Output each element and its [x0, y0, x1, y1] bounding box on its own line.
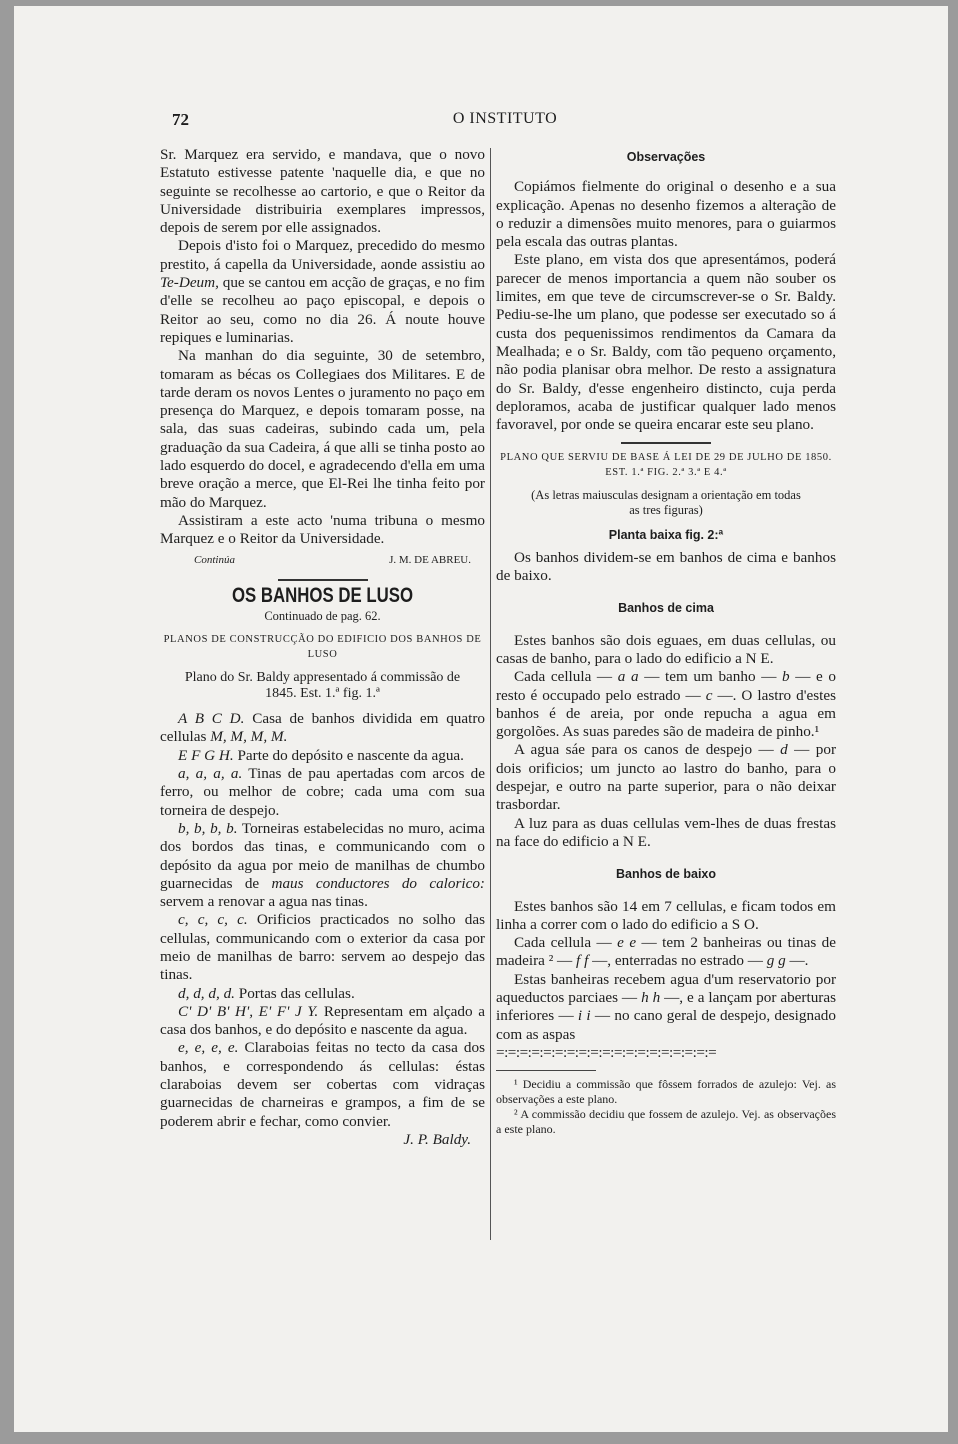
legend-item: A B C D. Casa de banhos dividida em quatro cellulas M, M, M, M. [160, 710, 485, 746]
column-divider [490, 148, 491, 1240]
section-heading: PLANO QUE SERVIU DE BASE Á LEI DE 29 DE JULHO DE 1850. EST. 1.ª FIG. 2.ª 3.ª E 4.ª [500, 452, 832, 479]
paragraph: Estas banheiras recebem agua d'um reservatorio por aqueductos parciaes — h h —, e a lançam por aberturas inferiores — i i — no cano geral de despejo, designado com as aspas [496, 970, 837, 1043]
paragraph: Este plano, em vista dos que apresentámos, poderá parecer de menos importancia a quem não souber os limites, em que teve de circumscrever-se o Sr. Baldy. Pediu-se-lhe um plano, que podesse ser executado so á custa dos pequenissimos rendimentos da Camara da Mealhada; e o Sr. Baldy, com tão pequeno orçamento, não podia planisar obra melhor. De resto a assignatura do Sr. Baldy, d'esse engenheiro distincto, cuja perda deploramos, acaba de justificar qualquer lado menos favoravel, por onde se queira encarar este seu plano. [496, 251, 836, 434]
legend-item: E F G H. Parte do depósito e nascente da agua. [178, 746, 464, 764]
section-heading: PLANOS DE CONSTRUCÇÃO DO EDIFICIO DOS BANHOS DE LUSO [163, 634, 482, 661]
legend-item: C' D' B' H', E' F' J Y. Representam em alçado a casa dos banhos, e do depósito e nascente da agua. [160, 1002, 485, 1039]
journal-title: O INSTITUTO [452, 110, 558, 127]
paragraph: Cada cellula — a a — tem um banho — b — e o resto é occupado pelo estrado — c —. O lastro d'estes banhos é de areia, por onde repucha a agua em gorgolões. As suas paredes são de madeira de pinho.¹ [496, 668, 837, 741]
legend-item: b, b, b, b. Torneiras estabelecidas no muro, acima dos bordos das tinas, e communicando com o depósito da agua por meio de manilhas de chumbo guarnecidas de maus conductores do calorico: servem a renovar a agua nas tinas. [160, 819, 485, 911]
banhos-cima-heading: Banhos de cima [618, 601, 714, 616]
footnote: ² A commissão decidiu que fossem de azulejo. Vej. as observações a este plano. [496, 1107, 836, 1137]
legend-item: c, c, c, c. Orificios practicados no solho das cellulas, communicando com o exterior da casa por meio de manilhas de barro: servem ao despejo das tinas. [160, 911, 486, 984]
page-number: 72 [172, 110, 189, 129]
planta-heading: Planta baixa fig. 2:ª [608, 528, 724, 543]
aspas-symbol: =:=:=:=:=:=:=:=:=:=:=:=:=:=:=:=:=:=:= [496, 1043, 717, 1061]
paragraph: Depois d'isto foi o Marquez, precedido do mesmo prestito, á capella da Universidade, aonde assistiu ao Te-Deum, que se cantou em acção de graças, e no fim d'elle se recolheu ao paço episcopal, e depois o Reitor ao seu, como no dia 26. Á noute houve repiques e luminarias. [160, 237, 485, 346]
plan-caption: Plano do Sr. Baldy appresentado á commissão de 1845. Est. 1.ª fig. 1.ª [184, 670, 461, 702]
continued-note: Continuado de pag. 62. [264, 609, 381, 624]
legend-item: e, e, e, e. Claraboias feitas no tecto da casa dos banhos, e correspondendo ás cellulas: éstas claraboias devem ser cobertas com vidraças guarnecidas de charneiras e grampos, a fim de se poderem abrir e fechar, como convier. [160, 1039, 485, 1130]
author-name: J. M. DE ABREU. [389, 553, 471, 566]
banhos-baixo-heading: Banhos de baixo [615, 867, 717, 882]
observations-heading: Observações [626, 150, 706, 164]
baldy-signature: J. P. Baldy. [403, 1130, 471, 1148]
page-header [160, 106, 850, 130]
left-column [160, 146, 485, 1149]
legend-item: a, a, a, a. Tinas de pau apertadas com arcos de ferro, ou melhor de cobre; cada uma com sua torneira de despejo. [160, 765, 486, 819]
right-column [496, 146, 836, 1137]
footnote: ¹ Decidiu a commissão que fôssem forrados de azulejo: Vej. as observações a este plano. [496, 1077, 836, 1107]
paragraph: Na manhan do dia seguinte, 30 de setembro, tomaram as bécas os Collegiaes dos Militares. E de tarde deram os novos Lentes o juramento no paço em presença do Marquez, e depois tomaram posse, na sala, das suas cadeiras, subindo cada um, pela graduação da sua Cadeira, á que alli se tinha posto ao lado esquerdo do docel, e agradecendo d'ella em uma breve oração a merce, que El-Rei lhe tinha feito por mão do Marquez. [160, 347, 485, 511]
paragraph: Estes banhos são dois eguaes, em duas cellulas, ou casas de banho, para o lado do edificio a N E. [496, 631, 836, 667]
orientation-note: (As letras maiusculas designam a orientação em todas as tres figuras) [531, 488, 801, 518]
paragraph: A luz para as duas cellulas vem-lhes de duas frestas na face do edificio a N E. [496, 814, 836, 850]
paragraph: Estes banhos são 14 em 7 cellulas, e ficam todos em linha a correr com o lado do edificio a S O. [496, 897, 836, 933]
legend-item: d, d, d, d. Portas das cellulas. [178, 984, 355, 1002]
paragraph: Sr. Marquez era servido, e mandava, que o novo Estatuto estivesse patente 'naquelle dia, e que no seguinte se recolhesse ao cartorio, e que o Reitor da Universidade distribuiria exemplares impressos, depois de serem por elle assignados. [160, 146, 485, 237]
article-signature [160, 551, 485, 569]
paragraph: Assistiram a este acto 'numa tribuna o mesmo Marquez e o Reitor da Universidade. [160, 511, 485, 548]
section-rule [278, 579, 368, 581]
footnote-rule [496, 1070, 596, 1071]
continua-label: Continúa [194, 553, 235, 566]
paragraph: Copiámos fielmente do original o desenho e a sua explicação. Apenas no desenho fizemos a alteração de o reduzir a dimensões muito menores, para o guiarmos pela escala das outras plantas. [496, 178, 836, 251]
paragraph: Os banhos dividem-se em banhos de cima e banhos de baixo. [496, 548, 836, 585]
paragraph: A agua sáe para os canos de despejo — d — por dois orificios; um juncto ao lastro do banho, para o despejar, e outro na parte superior, para o não deixar trasbordar. [496, 741, 836, 814]
section-rule [621, 442, 711, 444]
paragraph: Cada cellula — e e — tem 2 banheiras ou tinas de madeira ² — f f —, enterradas no estrado — g g —. [496, 934, 837, 970]
article-title: OS BANHOS DE LUSO [231, 583, 414, 607]
